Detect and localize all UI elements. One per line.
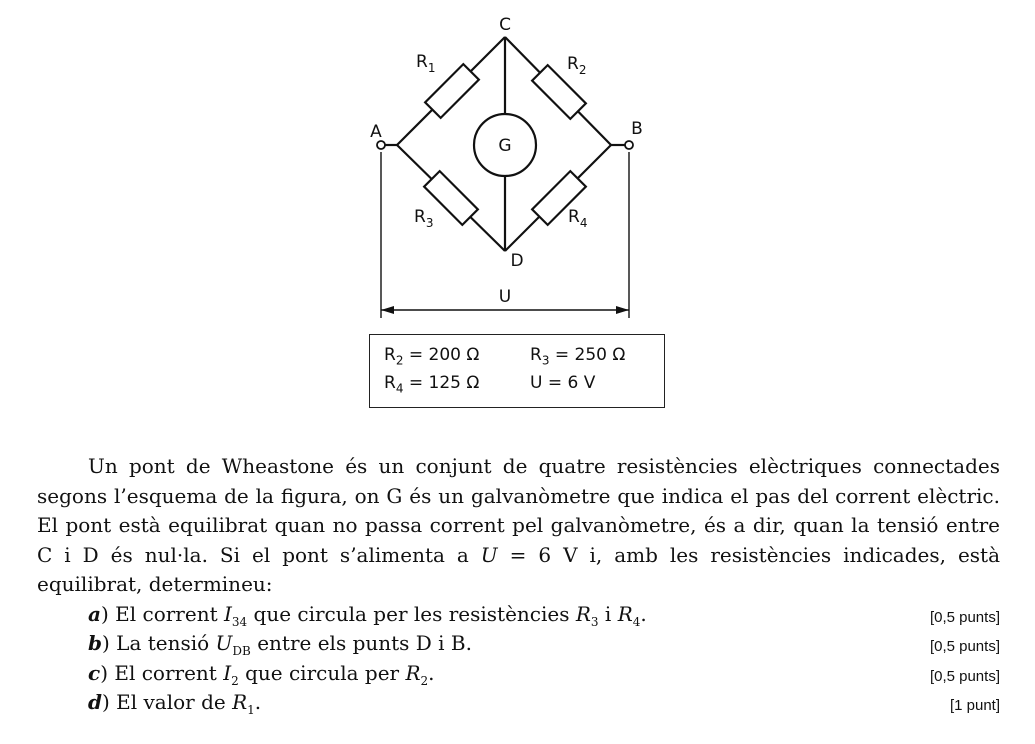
resistor-label-r1: $R_1$ [416,52,436,75]
node-label-b: B [631,119,643,139]
problem-statement [37,452,1000,718]
question-c: c) El corrent $I_2$ que circula per $R_2$. [0,5 punts] [37,659,1000,689]
points-c: [0,5 punts] [929,667,1000,685]
question-d: d) El valor de $R_1$. [1 punt] [37,688,1000,718]
resistor-label-r4: $R_4$ [568,207,588,230]
value-u: U = 6 V [530,373,596,393]
node-label-d: D [510,251,524,271]
node-label-c: C [499,15,511,35]
points-b: [0,5 punts] [929,638,1000,655]
resistor-label-r2: $R_2$ [567,54,587,77]
question-b: b) La tensió $U_{DB}$ entre els punts D i B. [0,5 punts] [37,629,1000,659]
terminal-a [377,141,385,149]
galvanometer-label: G [498,136,512,156]
intro-paragraph: Un pont de Wheastone és un conjunt de quatre resistències elèctriques connectades segons l’esquema de la figura, on G és un galvanòmetre que indica el pas del corrent elèctric. El pont està equilibrat quan no passa corrent pel galvanòmetre, és a dir, quan la tensió entre C i D és nul·la. Si el pont s’alimenta a U = 6 V i, amb les resistències indicades, està equilibrat, determineu: [37,454,1000,596]
question-a: a) El corrent $I_{34}$ que circula per les resistències $R_3$ i $R_4$. [0,5 punts] [37,600,1000,630]
points-a: [0,5 punts] [929,608,1000,626]
value-r2: $R_2 = 200$ Ω [384,345,480,368]
points-d: [1 punt] [949,697,1000,714]
resistor-label-r3: $R_3$ [414,207,434,230]
value-r4: $R_4 = 125$ Ω [384,373,480,396]
node-label-a: A [370,122,382,142]
value-r3: $R_3 = 250$ Ω [530,345,626,368]
voltage-label: U [498,287,512,307]
given-values-box [369,334,665,408]
terminal-b [625,141,633,149]
